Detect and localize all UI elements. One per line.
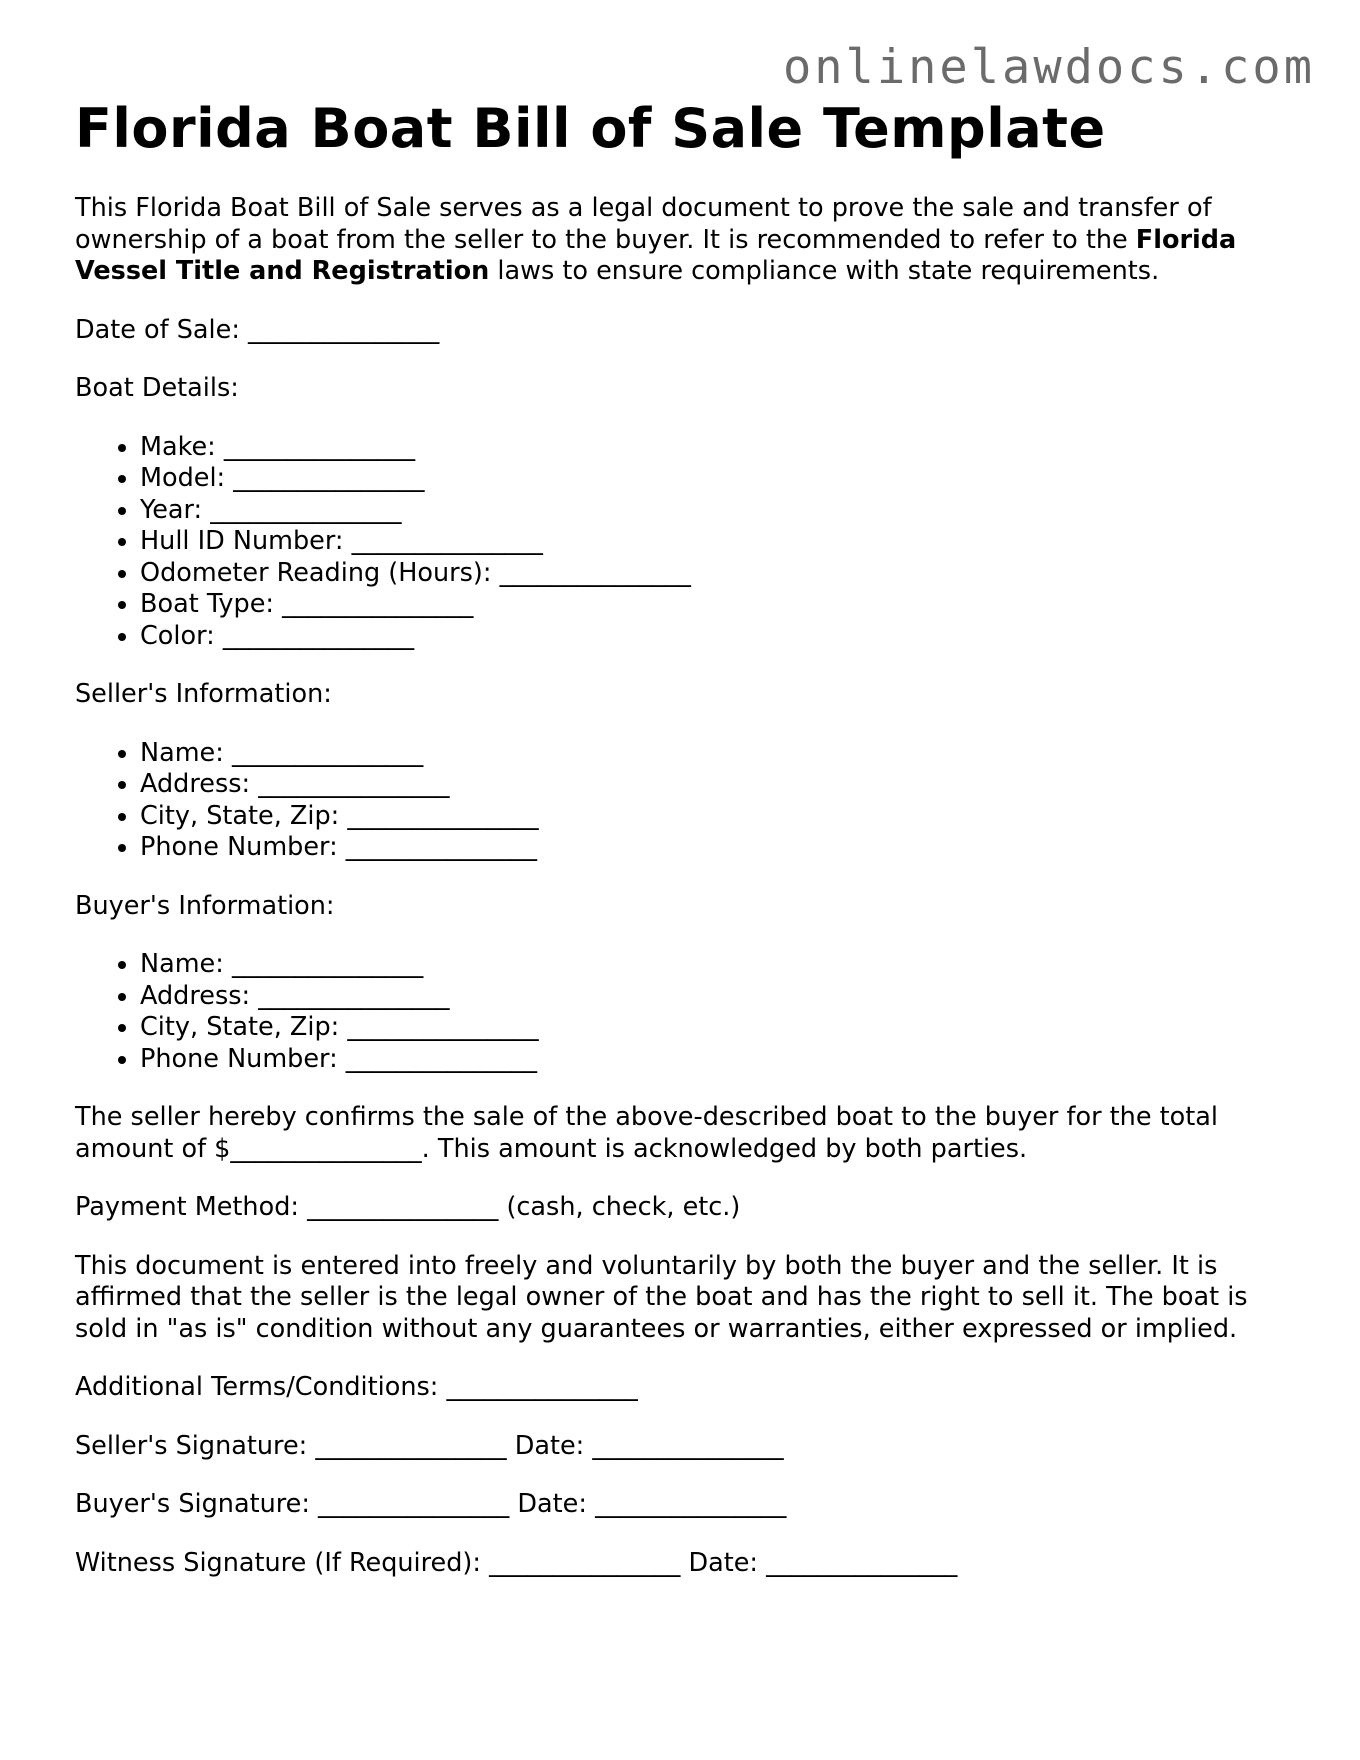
list-item: • City, State, Zip: _______________	[140, 1012, 1290, 1044]
list-item: • Address: _______________	[140, 769, 1290, 801]
page-title: Florida Boat Bill of Sale Template	[75, 97, 1106, 160]
hull-id-blank[interactable]: _______________	[351, 526, 543, 556]
boat-details-heading: Boat Details:	[75, 373, 239, 403]
seller-date-blank[interactable]: _______________	[592, 1430, 784, 1461]
document	[75, 96, 1290, 1579]
list-item: • Color: _______________	[140, 621, 1290, 653]
boat-type-blank[interactable]: _______________	[282, 589, 474, 619]
list-item: • City, State, Zip: _______________	[140, 801, 1290, 833]
payment-method-line: Payment Method: _______________ (cash, check, etc.)	[75, 1192, 741, 1222]
list-item: • Address: _______________	[140, 981, 1290, 1013]
list-item: • Phone Number: _______________	[140, 832, 1290, 864]
payment-method-blank[interactable]: _______________	[307, 1192, 499, 1222]
seller-signature-line: Seller's Signature: _______________ Date: _______________	[75, 1430, 784, 1461]
date-of-sale-blank[interactable]: _______________	[248, 314, 440, 345]
model-blank[interactable]: _______________	[233, 463, 425, 493]
color-blank[interactable]: _______________	[222, 620, 415, 651]
list-item: • Make: _______________	[140, 432, 1290, 464]
witness-signature-line: Witness Signature (If Required): _______________ Date: _______________	[75, 1547, 958, 1578]
list-item: • Phone Number: _______________	[140, 1044, 1290, 1076]
intro-paragraph: This Florida Boat Bill of Sale serves as a legal document to prove the sale and transfer of ownership of a boat from the seller to the buyer. It is recommended to refer to the Florida Vessel Title and Registration laws to ensure compliance with state requirements.	[75, 193, 1237, 286]
list-item: • Year: _______________	[140, 495, 1290, 527]
list-item: • Name: _______________	[140, 949, 1290, 981]
buyer-name-blank[interactable]: _______________	[231, 949, 424, 979]
boat-details-list	[75, 432, 1290, 653]
odometer-blank[interactable]: _______________	[499, 557, 691, 588]
watermark: onlinelawdocs.com	[782, 40, 1315, 95]
buyer-info-heading: Buyer's Information:	[75, 890, 335, 921]
amount-paragraph: The seller hereby confirms the sale of the above-described boat to the buyer for the total amount of $_______________. This amount is acknowledged by both parties.	[75, 1102, 1218, 1164]
seller-phone-blank[interactable]: _______________	[345, 832, 538, 862]
witness-date-blank[interactable]: _______________	[766, 1547, 958, 1578]
witness-signature-blank[interactable]: _______________	[489, 1547, 681, 1578]
list-item: • Name: _______________	[140, 738, 1290, 770]
seller-address-blank[interactable]: _______________	[258, 769, 450, 799]
make-blank[interactable]: _______________	[223, 431, 416, 462]
additional-terms-line: Additional Terms/Conditions: _______________	[75, 1372, 638, 1402]
buyer-signature-line: Buyer's Signature: _______________ Date: _______________	[75, 1489, 787, 1519]
list-item: • Odometer Reading (Hours): _______________	[140, 558, 1290, 590]
intro-law-reference: Florida Vessel Title and Registration	[75, 224, 1237, 286]
seller-info-heading: Seller's Information:	[75, 679, 332, 709]
list-item: • Hull ID Number: _______________	[140, 526, 1290, 558]
list-item: • Model: _______________	[140, 463, 1290, 495]
buyer-date-blank[interactable]: _______________	[595, 1489, 787, 1519]
date-of-sale-line: Date of Sale: _______________	[75, 314, 440, 345]
buyer-city-blank[interactable]: _______________	[347, 1012, 539, 1042]
seller-info-list	[75, 738, 1290, 864]
seller-city-blank[interactable]: _______________	[347, 800, 539, 831]
amount-blank[interactable]: _______________	[230, 1133, 422, 1164]
seller-signature-blank[interactable]: _______________	[315, 1430, 507, 1461]
buyer-address-blank[interactable]: _______________	[258, 980, 450, 1011]
buyer-info-list	[75, 949, 1290, 1075]
additional-terms-blank[interactable]: _______________	[446, 1372, 638, 1402]
year-blank[interactable]: _______________	[210, 494, 402, 525]
affirmation-paragraph: This document is entered into freely and voluntarily by both the buyer and the seller. It is affirmed that the seller is the legal owner of the boat and has the right to sell it. The boat is sold in "as is" condition without any guarantees or warranties, either expressed or implied.	[75, 1250, 1248, 1344]
buyer-phone-blank[interactable]: _______________	[345, 1043, 538, 1074]
buyer-signature-blank[interactable]: _______________	[318, 1489, 510, 1519]
seller-name-blank[interactable]: _______________	[231, 737, 424, 768]
list-item: • Boat Type: _______________	[140, 589, 1290, 621]
